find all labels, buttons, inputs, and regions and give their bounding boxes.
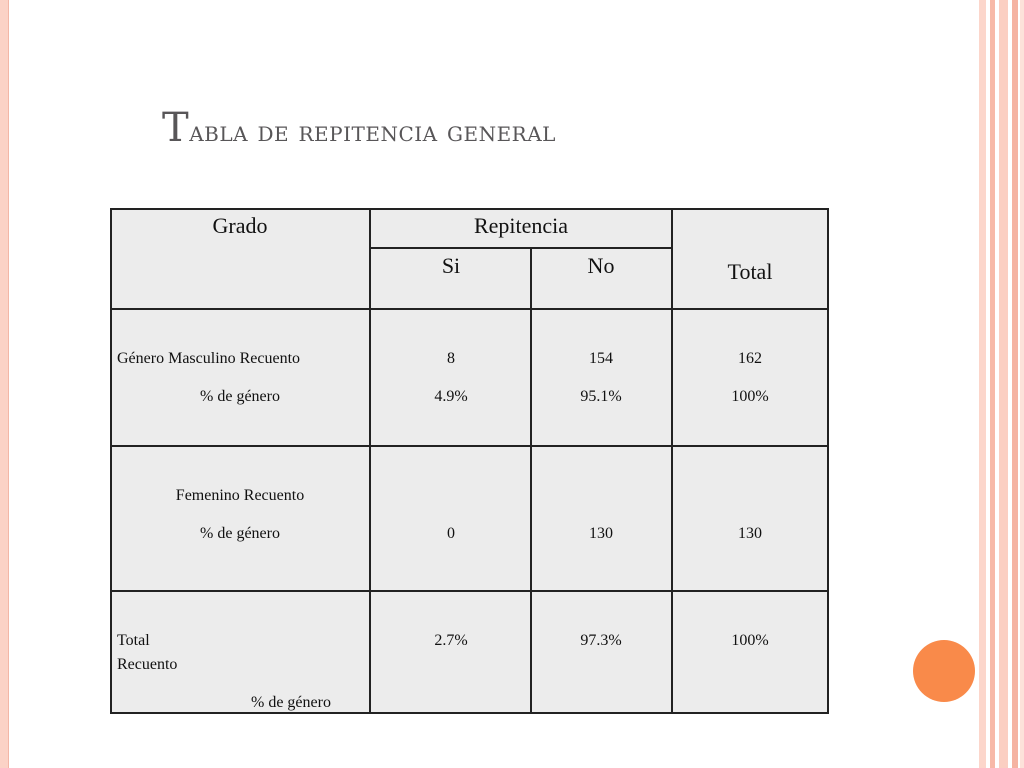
row-masculino-no-count: 154 xyxy=(589,350,613,367)
row-femenino-pct-label: % de género xyxy=(200,525,280,542)
row-total-si: 2.7% xyxy=(434,632,468,649)
header-grado: Grado xyxy=(212,213,268,238)
row-masculino-total-pct: 100% xyxy=(731,388,769,405)
row-total-pct-label: % de género xyxy=(251,694,331,711)
row-total-label: Total xyxy=(117,632,150,649)
row-masculino-pct-label: % de género xyxy=(200,388,280,405)
row-total-no: 97.3% xyxy=(580,632,622,649)
row-femenino-no: 130 xyxy=(589,525,613,542)
row-masculino-si-count: 8 xyxy=(447,350,455,367)
row-femenino-label: Femenino Recuento xyxy=(175,487,305,504)
header-si: Si xyxy=(441,253,461,278)
right-decorative-stripe-2 xyxy=(990,0,995,768)
row-masculino-label: Género Masculino Recuento xyxy=(117,350,301,367)
row-masculino-no-pct: 95.1% xyxy=(580,388,622,405)
orange-circle-decoration xyxy=(913,640,975,702)
row-total-total: 100% xyxy=(731,632,769,649)
row-masculino-si-pct: 4.9% xyxy=(434,388,468,405)
row-femenino-si: 0 xyxy=(447,525,455,542)
slide-title: Tabla de repitencia general xyxy=(162,105,556,151)
left-decorative-stripe xyxy=(0,0,9,768)
header-no: No xyxy=(587,253,615,278)
right-decorative-stripe-5 xyxy=(1020,0,1024,768)
row-masculino-total-count: 162 xyxy=(738,350,762,367)
row-femenino-total: 130 xyxy=(738,525,762,542)
header-total: Total xyxy=(727,259,773,284)
right-decorative-stripe-1 xyxy=(979,0,986,768)
row-total-recuento-label: Recuento xyxy=(117,656,178,673)
header-repitencia: Repitencia xyxy=(473,213,569,238)
right-decorative-stripe-4 xyxy=(1012,0,1018,768)
right-decorative-stripe-3 xyxy=(999,0,1008,768)
